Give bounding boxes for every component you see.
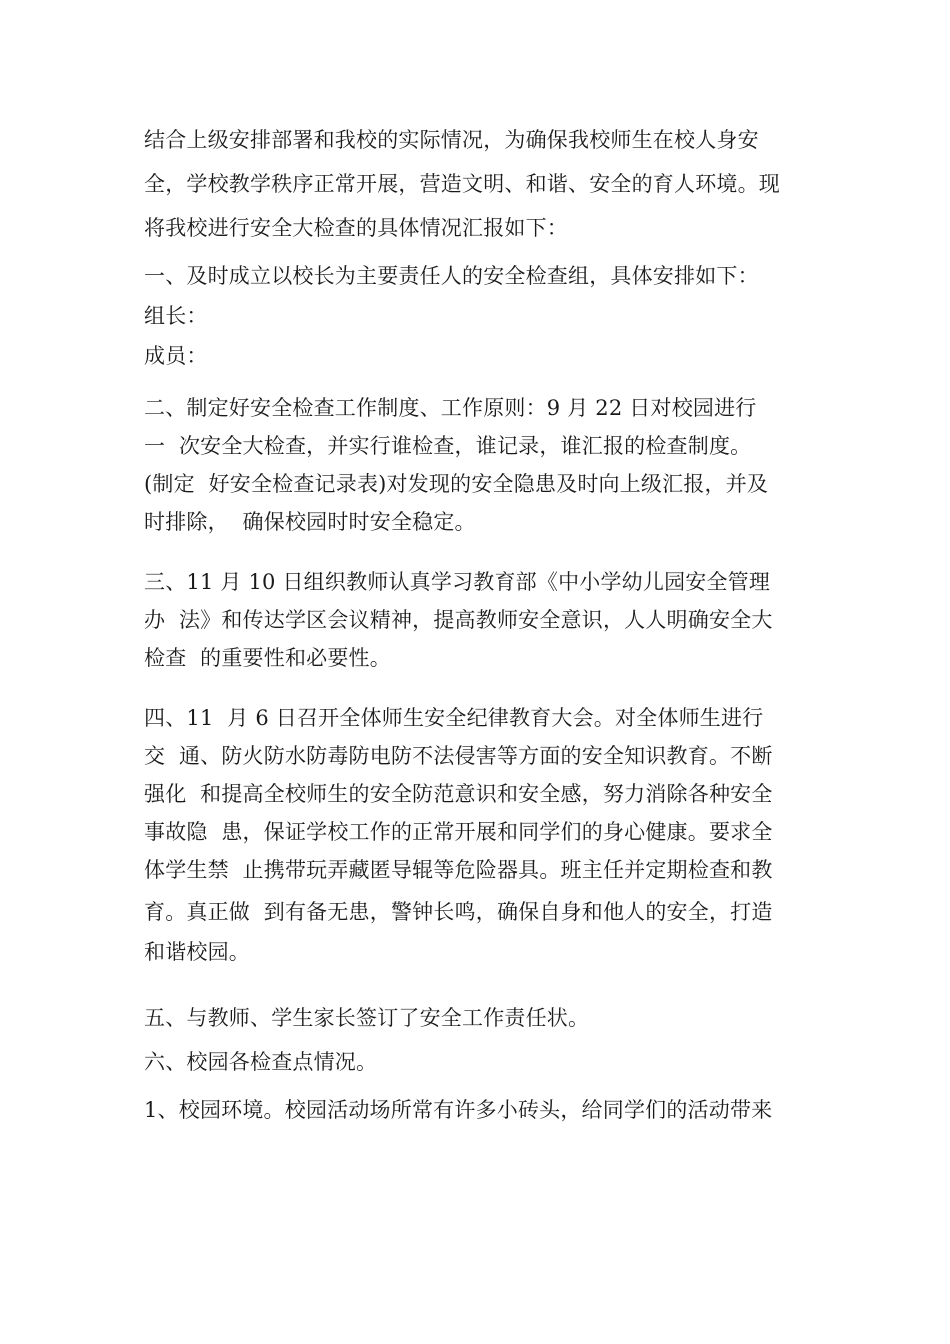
- text-line: 全，学校教学秩序正常开展，营造文明、和谐、安全的育人环境。现: [144, 172, 780, 196]
- text-line: 交 通、防火防水防毒防电防不法侵害等方面的安全知识教育。不断: [144, 744, 773, 768]
- text-line: 三、11 月 10 日组织教师认真学习教育部《中小学幼儿园安全管理: [144, 570, 771, 594]
- text-line: 事故隐 患，保证学校工作的正常开展和同学们的身心健康。要求全: [144, 820, 773, 844]
- text-line: 办 法》和传达学区会议精神，提高教师安全意识，人人明确安全大: [144, 608, 773, 632]
- text-line: 四、11 月 6 日召开全体师生安全纪律教育大会。对全体师生进行: [144, 706, 764, 730]
- text-line: 体学生禁 止携带玩弄藏匿导辊等危险器具。班主任并定期检查和教: [144, 858, 773, 882]
- text-line: 育。真正做 到有备无患，警钟长鸣，确保自身和他人的安全，打造: [144, 900, 773, 924]
- text-line: 结合上级安排部署和我校的实际情况，为确保我校师生在校人身安: [144, 128, 759, 152]
- text-line: 成员：: [144, 344, 208, 368]
- text-line: 一 次安全大检查，并实行谁检查，谁记录，谁汇报的检查制度。: [144, 434, 752, 458]
- text-line: 六、校园各检查点情况。: [144, 1050, 378, 1074]
- text-line: (制定 好安全检查记录表)对发现的安全隐患及时向上级汇报，并及: [144, 472, 769, 496]
- text-line: 强化 和提高全校师生的安全防范意识和安全感，努力消除各种安全: [144, 782, 773, 806]
- text-line: 将我校进行安全大检查的具体情况汇报如下：: [144, 216, 568, 240]
- text-line: 和谐校园。: [144, 940, 250, 964]
- text-line: 五、与教师、学生家长签订了安全工作责任状。: [144, 1006, 590, 1030]
- text-line: 二、制定好安全检查工作制度、工作原则：9 月 22 日对校园进行: [144, 396, 757, 420]
- text-line: 1、校园环境。校园活动场所常有许多小砖头，给同学们的活动带来: [144, 1098, 773, 1122]
- text-line: 一、及时成立以校长为主要责任人的安全检查组，具体安排如下：: [144, 264, 759, 288]
- text-line: 组长：: [144, 304, 208, 328]
- text-line: 检查 的重要性和必要性。: [144, 646, 391, 670]
- text-line: 时排除， 确保校园时时安全稳定。: [144, 510, 476, 534]
